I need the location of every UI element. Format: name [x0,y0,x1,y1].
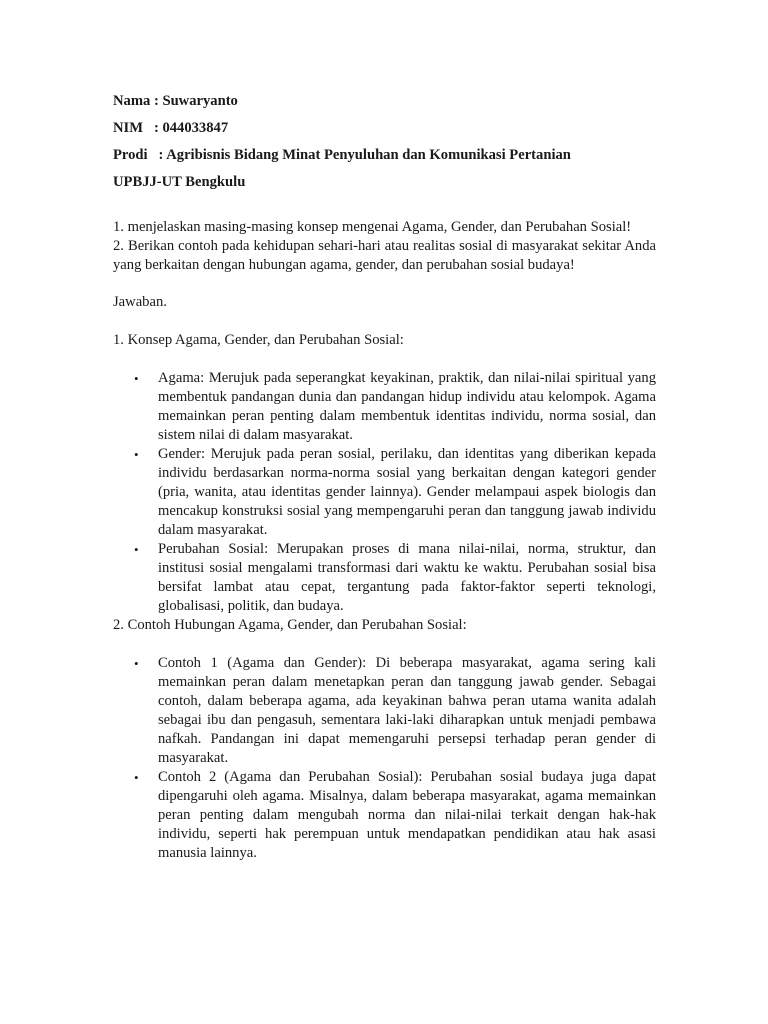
bullet-icon: • [134,770,139,785]
bullet-icon: • [134,542,139,557]
bullet-icon: • [134,371,139,386]
student-nim: NIM : 044033847 [113,120,229,136]
section-1-title: 1. Konsep Agama, Gender, dan Perubahan Sosial: [113,332,404,348]
bullet-icon: • [134,447,139,462]
answer-label: Jawaban. [113,294,167,310]
list-item [113,369,656,445]
bullet-icon: • [134,656,139,671]
list-item [113,540,656,616]
list-item-text: Perubahan Sosial: Merupakan proses di mana nilai-nilai, norma, struktur, dan institusi sosial mengalami transformasi dari waktu ke waktu. Perubahan sosial bisa bersifat lambat atau cepat, tergantung pada faktor-faktor seperti teknologi, globalisasi, politik, dan budaya. [158,541,656,614]
list-item [113,768,656,863]
student-name: Nama : Suwaryanto [113,93,238,109]
questions [113,218,656,275]
identity-header [113,92,656,192]
list-item-text: Contoh 1 (Agama dan Gender): Di beberapa masyarakat, agama sering kali memainkan peran dalam menetapkan peran dan tanggung jawab gender. Sebagai contoh, dalam beberapa agama, ada keyakinan bahwa peran utama wanita adalah sebagai ibu dan pengasuh, sementara laki-laki diharapkan untuk menjadi pembawa nafkah. Pandangan ini dapat memengaruhi persepsi terhadap peran gender di masyarakat. [158,655,656,766]
list-item [113,445,656,540]
list-item-text: Contoh 2 (Agama dan Perubahan Sosial): Perubahan sosial budaya juga dapat dipengaruhi oleh agama. Misalnya, dalam beberapa masyarakat, agama memainkan peran penting dalam mengubah norma dan nilai-nilai terkait dengan hak-hak individu, seperti hak perempuan untuk mendapatkan pendidikan atau hak asasi manusia lainnya. [158,769,656,861]
list-item-text: Agama: Merujuk pada seperangkat keyakinan, praktik, dan nilai-nilai spiritual yang membentuk pandangan dunia dan pandangan hidup individu atau kelompok. Agama memainkan peran penting dalam membentuk identitas individu, norma sosial, dan sistem nilai di dalam masyarakat. [158,370,656,443]
section-2-list [113,654,656,863]
upbjj-office: UPBJJ-UT Bengkulu [113,174,246,190]
question-2: 2. Berikan contoh pada kehidupan sehari-hari atau realitas sosial di masyarakat sekitar Anda yang berkaitan dengan hubungan agama, gender, dan perubahan sosial budaya! [113,238,656,273]
document-page [113,92,656,863]
question-1: 1. menjelaskan masing-masing konsep mengenai Agama, Gender, dan Perubahan Sosial! [113,219,632,235]
section-2-title: 2. Contoh Hubungan Agama, Gender, dan Perubahan Sosial: [113,617,467,633]
list-item-text: Gender: Merujuk pada peran sosial, perilaku, dan identitas yang diberikan kepada individu berdasarkan norma-norma sosial yang berkaitan dengan kategori gender (pria, wanita, atau identitas gender lainnya). Gender melampaui aspek biologis dan mencakup konstruksi sosial yang mempengaruhi peran dan tanggung jawab individu dalam masyarakat. [158,446,656,538]
list-item [113,654,656,768]
study-program: Prodi : Agribisnis Bidang Minat Penyuluhan dan Komunikasi Pertanian [113,147,571,163]
section-1-list [113,369,656,616]
